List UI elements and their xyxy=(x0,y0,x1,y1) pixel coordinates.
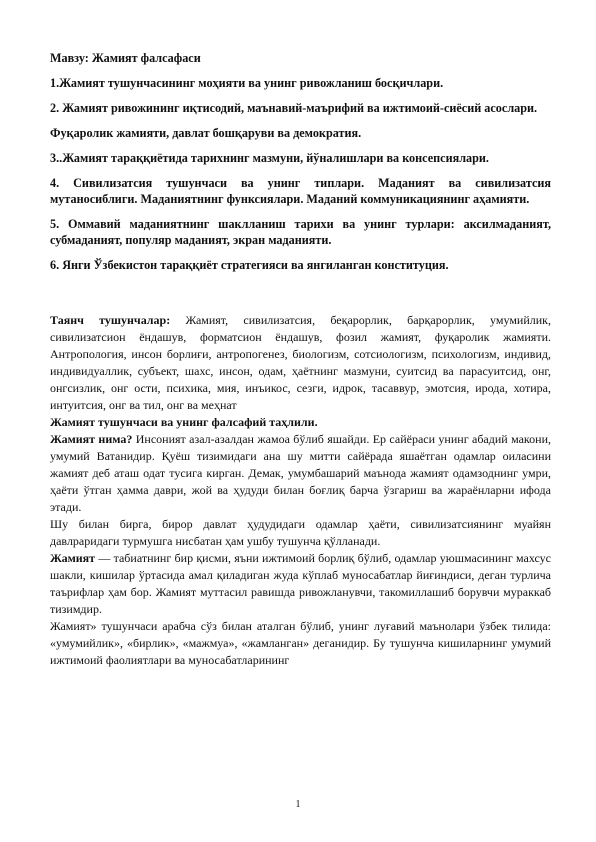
topic-3: 3..Жамият тараққиётида тарихнинг мазмуни, йўналишлари ва консепсиялари. xyxy=(50,151,489,165)
topic-2: 2. Жамият ривожининг иқтисодий, маънавий-маърифий ва ижтимоий-сиёсий асослари. xyxy=(50,101,538,115)
section-heading: Жамият тушунчаси ва унинг фалсафий таҳлили. xyxy=(50,415,318,429)
topic-5: 5. Оммавий маданиятнинг шаклланиш тарихи ва унинг турлари: аксилмаданият, субмаданият, популяр маданият, экран маданияти. xyxy=(50,217,551,247)
paragraph-1 xyxy=(50,431,551,516)
paragraph-3-text: — табиатнинг бир қисми, яъни ижтимоий борлиқ бўлиб, одамлар уюшмасининг махсус шакли, кишилар ўртасида амал қиладиган жуда кўплаб муносабатлар йиғиндиси, деган турлича таърифлар ҳам бор. Жамият муттасил равишда ривожланувчи, такомиллашиб борувчи мураккаб тизимдир. xyxy=(50,551,551,616)
page-number: 1 xyxy=(295,799,301,810)
document-title: Мавзу: Жамият фалсафаси xyxy=(50,51,201,65)
topic-1: 1.Жамият тушунчасининг моҳияти ва унинг ривожланиш босқичлари. xyxy=(50,76,444,90)
key-concepts-text: Жамият, сивилизатсия, беқарорлик, барқарорлик, умумийлик, сивилизатсион ёндашув, форматсион ёндашув, фозил жамият, фуқаролик жамияти. Антропология, инсон борлиғи, антропогенез, биологизм, сотсиологизм, психологизм, индивид, индивидуаллик, субъект, шахс, инсон, одам, ҳаётнинг мазмуни, суитсид ва парасуитсид, онг, онгсизлик, онг ости, психика, мия, инъикос, сезги, идрок, тасаввур, эмотсия, ирода, хотира, интуитсия, онг ва тил, онг ва меҳнат xyxy=(50,313,552,412)
key-concepts-paragraph xyxy=(50,312,551,414)
paragraph-1-text: Инсоният азал-азалдан жамоа бўлиб яшайди. Ер сайёраси унинг абадий макони, умумий Ватанидир. Қуёш тизимидаги ана шу митти сайёрада яшаётган одамлар оиласини жамият деб аташ одат тусига кирган. Демак, умумбашарий маънода жамият одамзоднинг умри, ҳаёти ўтган ҳамма даври, жой ва ҳудуди билан боғлиқ барча ўзгариш ва жараёнларни ифода этади. xyxy=(50,432,551,514)
document-page xyxy=(50,50,551,669)
key-concepts-label: Таянч тушунчалар: xyxy=(50,313,171,327)
paragraph-1-label: Жамият нима? xyxy=(50,432,133,446)
paragraph-3-label: Жамият xyxy=(50,551,96,565)
topic-2-continuation: Фуқаролик жамияти, давлат бошқаруви ва демократия. xyxy=(50,126,362,140)
topic-4: 4. Сивилизатсия тушунчаси ва унинг типлари. Маданият ва сивилизатсия мутаносиблиги. Маданиятнинг функсиялари. Маданий коммуникациянинг аҳамияти. xyxy=(50,176,551,206)
paragraph-4: Жамият» тушунчаси арабча сўз билан аталган бўлиб, унинг луғавий маънолари ўзбек тилида: «умумийлик», «бирлик», «мажмуа», «жамланган» деганидир. Бу тушунча кишиларнинг умумий ижтимоий фаолиятлари ва муносабатларининг xyxy=(50,619,551,667)
topic-6: 6. Янги Ўзбекистон тараққиёт стратегияси ва янгиланган конституция. xyxy=(50,258,449,272)
spacer xyxy=(50,282,551,312)
paragraph-2: Шу билан бирга, бирор давлат ҳудудидаги одамлар ҳаёти, сивилизатсиянинг муайян давлраридаги турмушга нисбатан ҳам ушбу тушунча қўлланади. xyxy=(50,517,551,548)
paragraph-3 xyxy=(50,550,551,618)
